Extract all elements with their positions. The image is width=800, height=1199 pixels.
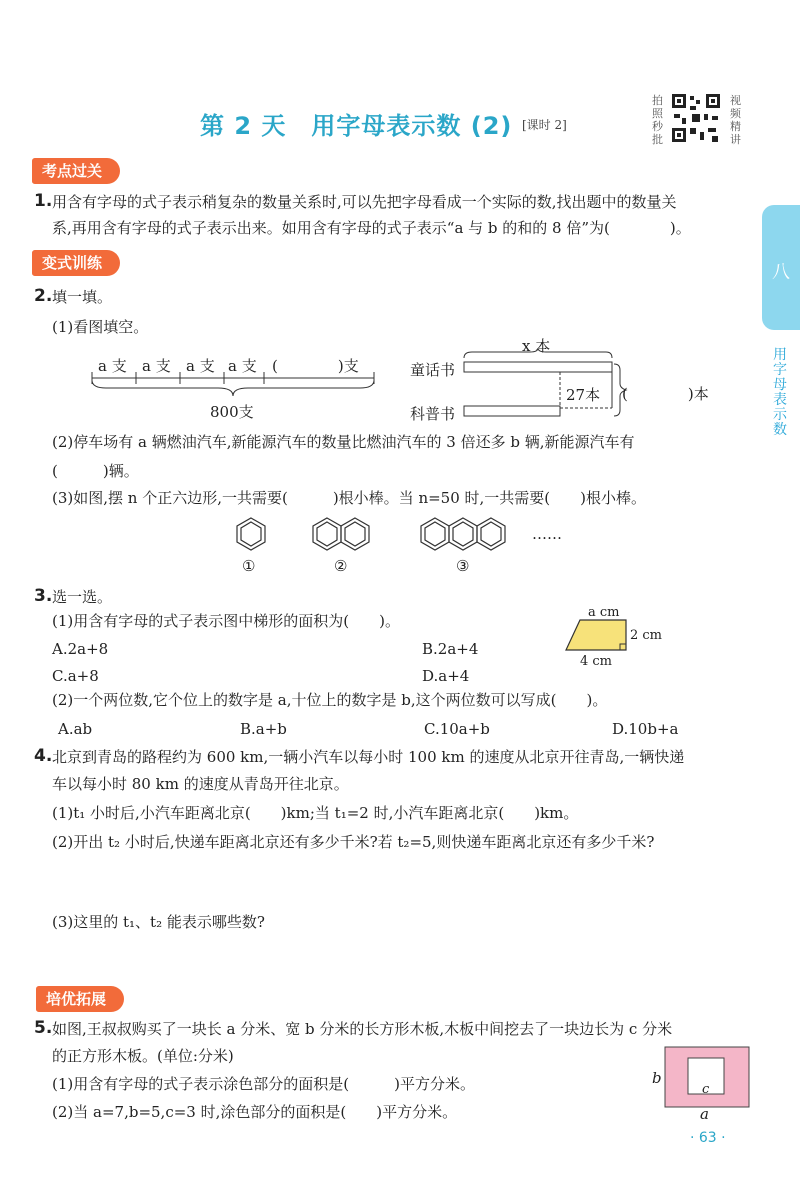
unit-tab-label: 八 [772, 262, 790, 283]
seg-label-2: a 支 [142, 357, 171, 375]
q1-line2: 系,再用含有字母的式子表示出来。如用含有字母的式子表示“a 与 b 的和的 8 倍”为( )。 [52, 219, 691, 237]
section-banner-kaodian: 考点过关 [32, 158, 120, 184]
q2-part1: (1)看图填空。 [52, 318, 149, 336]
q5-part2: (2)当 a=7,b=5,c=3 时,涂色部分的面积是( )平方分米。 [52, 1103, 458, 1121]
q3-stem: 选一选。 [52, 588, 113, 606]
qr-left-caption: 拍照秒批 [652, 94, 663, 146]
q5-part1: (1)用含有字母的式子表示涂色部分的面积是( )平方分米。 [52, 1075, 475, 1093]
q2-part2-line1: (2)停车场有 a 辆燃油汽车,新能源汽车的数量比燃油汽车的 3 倍还多 b 辆,新能源汽车有 [52, 433, 635, 451]
qr-right-caption: 视频精讲 [730, 94, 741, 146]
trap-top-label: a cm [588, 605, 620, 620]
trap-bottom-label: 4 cm [580, 654, 613, 669]
hex-ellipsis: …… [532, 525, 562, 543]
hexagon-chain-figure [225, 515, 535, 561]
q3-p2-opt-c[interactable]: C.10a+b [424, 720, 490, 738]
q2-stem: 填一填。 [52, 288, 113, 306]
q4-part1: (1)t₁ 小时后,小汽车距离北京( )km;当 t₁=2 时,小汽车距离北京( )km。 [52, 804, 579, 822]
hex-label-1: ① [242, 557, 256, 575]
section-banner-peiyou: 培优拓展 [36, 986, 124, 1012]
hex-label-3: ③ [456, 557, 470, 575]
book-row2-label: 科普书 [410, 405, 456, 423]
q2-number: 2. [34, 286, 53, 306]
q3-part1: (1)用含有字母的式子表示图中梯形的面积为( )。 [52, 612, 400, 630]
seg-label-3: a 支 [186, 357, 215, 375]
hex-label-2: ② [334, 557, 348, 575]
q3-p2-opt-a[interactable]: A.ab [58, 720, 93, 738]
book-row1-label: 童话书 [410, 361, 456, 379]
qr-code-icon[interactable] [670, 92, 722, 144]
unit-topic-vertical: 用字母表示数 [773, 347, 787, 438]
q3-opt-c[interactable]: C.a+8 [52, 667, 99, 685]
lesson-tag: [课时 2] [522, 118, 567, 132]
q3-p2-opt-d[interactable]: D.10b+a [612, 720, 679, 738]
q3-p2-opt-b[interactable]: B.a+b [240, 720, 287, 738]
book-answer-blank[interactable]: ( )本 [622, 385, 709, 403]
page-title: 第 2 天 用字母表示数 (2) [200, 112, 513, 140]
q3-opt-d[interactable]: D.a+4 [422, 667, 470, 685]
q4-line1: 北京到青岛的路程约为 600 km,一辆小汽车以每小时 100 km 的速度从北京开往青岛,一辆快递 [52, 748, 685, 766]
board-c-label: c [702, 1082, 710, 1097]
q2-part2-line2: ( )辆。 [52, 462, 139, 480]
seg-blank[interactable]: ( )支 [272, 357, 359, 375]
q4-line2: 车以每小时 80 km 的速度从青岛开往北京。 [52, 775, 349, 793]
seg-label-1: a 支 [98, 357, 127, 375]
seg-total: 800支 [210, 403, 254, 421]
q1-number: 1. [34, 191, 53, 211]
q1-line1: 用含有字母的式子表示稍复杂的数量关系时,可以先把字母看成一个实际的数,找出题中的数量关 [52, 193, 677, 211]
seg-label-4: a 支 [228, 357, 257, 375]
section-banner-bianshi: 变式训练 [32, 250, 120, 276]
trap-height-label: 2 cm [630, 628, 663, 643]
book-diff-label: 27本 [566, 386, 601, 404]
q3-opt-b[interactable]: B.2a+4 [422, 640, 479, 658]
board-a-label: a [700, 1105, 709, 1123]
q3-opt-a[interactable]: A.2a+8 [52, 640, 109, 658]
q4-part3: (3)这里的 t₁、t₂ 能表示哪些数? [52, 913, 265, 931]
book-top-label: x 本 [522, 337, 551, 355]
q5-line1: 如图,王叔叔购买了一块长 a 分米、宽 b 分米的长方形木板,木板中间挖去了一块边长为 c 分米 [52, 1020, 673, 1038]
q2-part3: (3)如图,摆 n 个正六边形,一共需要( )根小棒。当 n=50 时,一共需要( )根小棒。 [52, 489, 647, 507]
q3-part2: (2)一个两位数,它个位上的数字是 a,十位上的数字是 b,这个两位数可以写成( )。 [52, 691, 608, 709]
q4-number: 4. [34, 746, 53, 766]
q4-part2: (2)开出 t₂ 小时后,快递车距离北京还有多少千米?若 t₂=5,则快递车距离北京还有多少千米? [52, 833, 655, 851]
q5-line2: 的正方形木板。(单位:分米) [52, 1047, 234, 1065]
page-number: · 63 · [690, 1130, 726, 1146]
q3-number: 3. [34, 586, 53, 606]
board-b-label: b [652, 1069, 662, 1087]
q5-number: 5. [34, 1018, 53, 1038]
book-bar-diagram [460, 348, 630, 418]
